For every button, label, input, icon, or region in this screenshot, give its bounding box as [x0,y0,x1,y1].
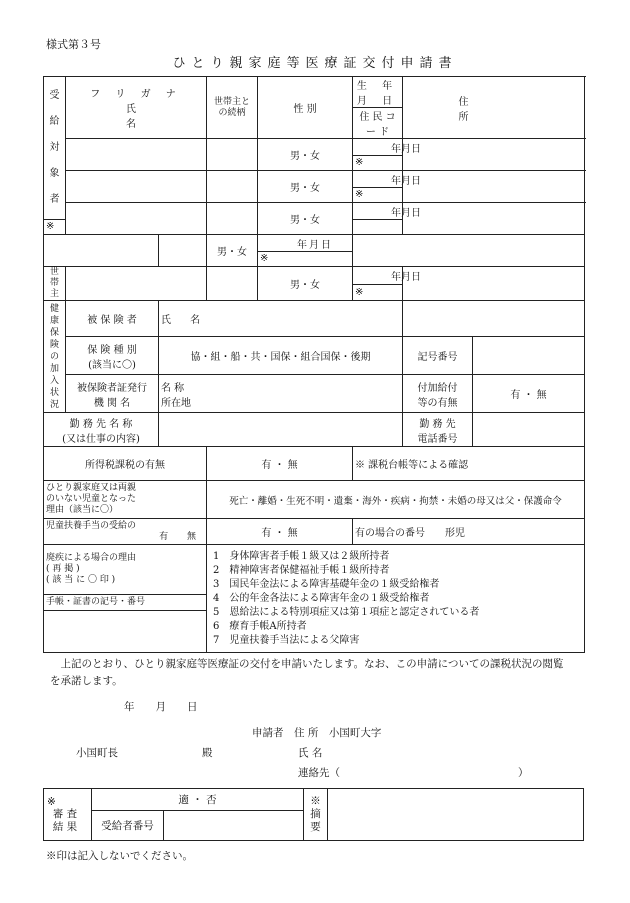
disability-reason-item[interactable]: 5 恩給法による特別項症又は第１項症と認定されている者 [213,606,480,618]
main-form-table [43,76,585,653]
sex-choice[interactable]: 男・女 [258,171,353,203]
application-statement: 上記のとおり、ひとり親家庭等医療証の交付を申請いたします。なお、この申請についての課税状況の閲覧を承諾します。 [50,658,564,687]
applicant-contact-close: ） [518,767,529,779]
address-header: 住 所 [403,77,585,139]
address-field[interactable] [403,203,585,235]
tax-note: ※ 課税台帳等による確認 [353,447,585,481]
workplace-label: 勤 務 先 名 称 (又は仕事の内容) [44,413,159,447]
birth-date-field[interactable]: 年 月 日 [353,139,403,156]
sex-header: 性 別 [258,77,353,139]
recipient-side-label: 受給対象者 [44,77,66,220]
householder-relation-field[interactable] [207,267,258,301]
resident-code-field[interactable]: ※ [258,252,353,267]
work-phone-label: 勤 務 先 電話番号 [403,413,473,447]
relation-field[interactable] [207,203,258,235]
symbol-number-field[interactable] [473,337,585,375]
single-parent-reason-options[interactable]: 死亡・離婚・生死不明・遺棄・海外・疾病・拘禁・未婚の母又は父・保護命令 [207,481,585,519]
disability-reason-item[interactable]: 3 国民年金法による障害基礎年金の１級受給権者 [213,578,440,590]
review-table [43,788,584,841]
application-date[interactable]: 年 月 日 [124,701,198,713]
insurance-type-label: 保 険 種 別 (該当に〇) [66,337,159,375]
applicant-name-label: 氏 名 [298,747,323,759]
relation-header: 世帯主との続柄 [207,77,258,139]
birth-date-field[interactable]: 年 月 日 [353,203,403,220]
householder-sex-choice[interactable]: 男・女 [258,267,353,301]
single-parent-reason-label: ひとり親家庭又は両親 のいない児童となった 理由（該当に〇） [44,481,207,519]
disability-reason-item[interactable]: 6 療育手帳A所持者 [213,620,307,632]
addressee: 小国町長 [76,747,118,759]
disability-reason-item[interactable]: 4 公的年金各法による障害年金の１級受給権者 [213,592,430,604]
recipient-number-field[interactable] [164,811,304,841]
honorific: 殿 [202,747,213,759]
issuer-label: 被保険者証発行 機 関 名 [66,375,159,413]
review-result-options[interactable]: 適 ・ 否 [92,789,304,811]
child-allowance-number-field[interactable]: 有の場合の番号 形児 [353,519,585,545]
workplace-field[interactable] [159,413,403,447]
birth-date-field[interactable]: 年 月 日 [258,235,353,252]
householder-label: 世帯主 [44,267,66,301]
recipient-name-field[interactable] [44,235,159,267]
disability-label: 廃疾による場合の理由 ( 再 掲 ) ( 該 当 に 〇 印 ) [44,545,207,595]
applicant-address-row: 申請者 住 所 小国町大字 [252,727,382,739]
issuer-field[interactable]: 名 称 所在地 [159,375,403,413]
disability-reason-list[interactable] [207,545,585,653]
recipient-name-field[interactable] [66,171,207,203]
disability-reason-item[interactable]: 2 精神障害者保健福祉手帳１級所持者 [213,564,390,576]
relation-field[interactable] [207,171,258,203]
work-phone-field[interactable] [473,413,585,447]
form-number: 様式第３号 [46,38,101,51]
recipient-name-field[interactable] [66,203,207,235]
relation-field[interactable] [159,235,207,267]
child-allowance-options[interactable]: 有 ・ 無 [207,519,353,545]
insurance-side-label: 健康保険の加入状況 [44,301,66,413]
address-field[interactable] [403,139,585,171]
resident-code-field[interactable]: ※ [353,188,403,203]
tax-label: 所得税課税の有無 [44,447,207,481]
relation-field[interactable] [207,139,258,171]
recipient-number-label: 受給者番号 [92,811,164,841]
address-field[interactable] [403,171,585,203]
insurance-type-options[interactable]: 協・組・船・共・国保・組合国保・後期 [159,337,403,375]
certificate-number-field[interactable] [44,611,207,653]
address-field[interactable] [353,235,585,267]
birth-header: 生 年 月 日 [353,77,403,108]
applicant-contact-label: 連絡先（ [298,767,340,779]
extra-benefit-options[interactable]: 有 ・ 無 [473,375,585,413]
disability-reason-item[interactable]: 7 児童扶養手当法による父障害 [213,634,360,646]
child-allowance-label: 児童扶養手当の受給の 有 無 [44,519,207,545]
footer-note: ※印は記入しないでください。 [46,850,193,862]
page-title: ひとり親家庭等医療証交付申請書 [172,56,458,71]
sex-choice[interactable]: 男・女 [207,235,258,267]
recipient-name-field[interactable] [66,139,207,171]
householder-name-field[interactable] [66,267,207,301]
householder-resident-code-field[interactable]: ※ [353,285,403,301]
symbol-number-label: 記号番号 [403,337,473,375]
insured-extra-field[interactable] [403,301,585,337]
review-label: ※ 審 査 結 果 [44,789,92,841]
resident-code-field[interactable]: ※ [353,156,403,171]
householder-birth-date-field[interactable]: 年 月 日 [353,267,403,285]
sex-choice[interactable]: 男・女 [258,203,353,235]
sex-choice[interactable]: 男・女 [258,139,353,171]
tax-options[interactable]: 有 ・ 無 [207,447,353,481]
insured-name-field[interactable]: 氏 名 [159,301,403,337]
resident-code-field[interactable]: ※ [44,220,66,235]
birth-date-field[interactable]: 年 月 日 [353,171,403,188]
disability-reason-item[interactable]: 1 身体障害者手帳１級又は２級所持者 [213,550,390,562]
insured-label: 被 保 険 者 [66,301,159,337]
certificate-label: 手帳・証書の記号・番号 [44,595,207,611]
remarks-field[interactable] [328,789,584,841]
extra-benefit-label: 付加給付 等の有無 [403,375,473,413]
name-header: フ リ ガ ナ 氏 名 [66,77,207,139]
householder-address-field[interactable] [403,267,585,301]
remarks-label: ※摘要 [304,789,328,841]
resident-code-header: 住 民 コ ー ド [353,108,403,139]
